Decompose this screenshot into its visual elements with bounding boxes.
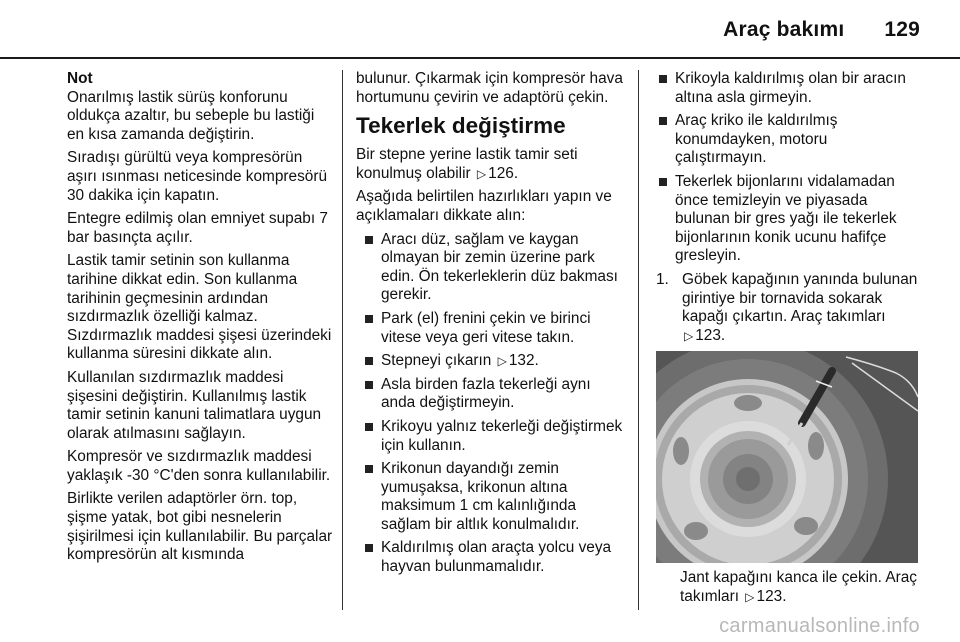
step-number: 1.	[656, 270, 669, 288]
note-block	[67, 70, 335, 144]
intro-text: Bir stepne yerine lastik tamir seti konulmuş olabilir	[356, 146, 578, 182]
page-ref-icon: ▷	[476, 166, 487, 181]
paragraph-noise: Sıradışı gürültü veya kompresörün aşırı ısınması neticesinde kompresörü 30 dakika için kapatın.	[67, 149, 328, 204]
page-ref-icon: ▷	[745, 589, 755, 604]
bullet-square-icon	[365, 381, 373, 389]
bullet-square-icon	[659, 117, 667, 125]
column-middle	[356, 70, 624, 582]
list-item: Krikoyla kaldırılmış olan bir aracın altına asla girmeyin.	[650, 70, 922, 107]
preparation-list	[356, 231, 624, 577]
bullet-square-icon	[365, 465, 373, 473]
page-ref-icon: ▷	[497, 354, 507, 369]
steps-list	[650, 271, 922, 345]
note-label: Not	[67, 70, 93, 87]
list-item: Kaldırılmış olan araçta yolcu veya hayvan bulunmamalıdır.	[356, 539, 624, 576]
list-item: Park (el) frenini çekin ve birinci vitese veya geri vitese takın.	[356, 310, 624, 347]
column-right	[650, 70, 922, 612]
step-item: 1. Göbek kapağının yanında bulunan girintiye bir tornavida sokarak kapağı çıkartın. Araç takımları ▷ 123.	[656, 270, 918, 344]
illustration-caption: Jant kapağını kanca ile çekin. Araç takımları ▷ 123.	[680, 569, 917, 605]
wheel-cover-illustration	[656, 351, 918, 563]
page-header	[723, 18, 920, 42]
bullet-square-icon	[365, 315, 373, 323]
list-item: Stepneyi çıkarın ▷ 132.	[356, 352, 624, 371]
list-item: Aracı düz, sağlam ve kaygan olmayan bir zemin üzerine park edin. Ön tekerleklerin düz bakması gerekir.	[356, 231, 624, 305]
paragraph-adapters: Birlikte verilen adaptörler örn. top, şişme yatak, bot gibi nesnelerin şişirilmesi için kullanılabilir. Bu parçalar kompresörün alt kısmında	[67, 490, 333, 564]
spare-page-ref[interactable]: 132.	[508, 352, 539, 370]
page-number: 129	[884, 18, 920, 41]
column-divider-1	[342, 70, 343, 610]
column-divider-2	[638, 70, 639, 610]
caption-page-ref[interactable]: 123.	[756, 587, 787, 605]
list-item: Tekerlek bijonlarını vidalamadan önce temizleyin ve piyasada bulunan bir gres yağı ile tekerlek bijonlarının konik ucunu hafifçe gresleyin.	[650, 173, 922, 266]
list-item: Araç kriko ile kaldırılmış konumdayken, motoru çalıştırmayın.	[650, 112, 922, 168]
paragraph-replace-bottle: Kullanılan sızdırmazlık maddesi şişesini değiştirin. Kullanılmış lastik tamir setinin kanuni talimatlara uygun olarak atılmasını sağlayın.	[67, 368, 322, 442]
list-item: Asla birden fazla tekerleği aynı anda değiştirmeyin.	[356, 376, 624, 413]
bullet-square-icon	[659, 75, 667, 83]
paragraph-intro	[356, 146, 624, 183]
section-title: Araç bakımı	[723, 18, 845, 41]
paragraph-safety-valve: Entegre edilmiş olan emniyet supabı 7 bar basınçta açılır.	[67, 210, 328, 246]
list-item: Krikoyu yalnız tekerleği değiştirmek için kullanın.	[356, 418, 624, 455]
watermark: carmanualsonline.info	[719, 615, 920, 637]
header-rule	[0, 57, 960, 59]
list-item: Krikonun dayandığı zemin yumuşaksa, krikonun altına maksimum 1 cm kalınlığında sağlam bir altlık konulmalıdır.	[356, 460, 624, 534]
bullet-square-icon	[365, 236, 373, 244]
bullet-square-icon	[365, 357, 373, 365]
page-ref-icon: ▷	[684, 328, 694, 343]
paragraph-expiry: Lastik tamir setinin son kullanma tarihine dikkat edin. Son kullanma tarihinin geçmesinin ardından sızdırmazlık özelliği kalmaz. Sızdırmazlık maddesi şişesi üzerindeki kullanma süresini dikkate alın.	[67, 252, 332, 363]
paragraph-preparation: Aşağıda belirtilen hazırlıkları yapın ve açıklamaları dikkate alın:	[356, 188, 612, 224]
bullet-square-icon	[659, 178, 667, 186]
intro-page-ref[interactable]: 126.	[488, 164, 519, 182]
paragraph-adapters-cont: bulunur. Çıkarmak için kompresör hava hortumunu çevirin ve adaptörü çekin.	[356, 70, 623, 106]
section-heading: Tekerlek değiştirme	[356, 113, 566, 139]
tools-page-ref[interactable]: 123.	[695, 326, 726, 344]
paragraph-temperature: Kompresör ve sızdırmazlık maddesi yaklaşık -30 °C'den sonra kullanılabilir.	[67, 448, 331, 484]
column-left	[67, 70, 335, 570]
note-text: Onarılmış lastik sürüş konforunu oldukça azaltır, bu sebeple bu lastiği en kısa zamanda değiştirin.	[67, 88, 315, 143]
bullet-square-icon	[365, 544, 373, 552]
safety-list	[650, 70, 922, 266]
bullet-square-icon	[365, 423, 373, 431]
